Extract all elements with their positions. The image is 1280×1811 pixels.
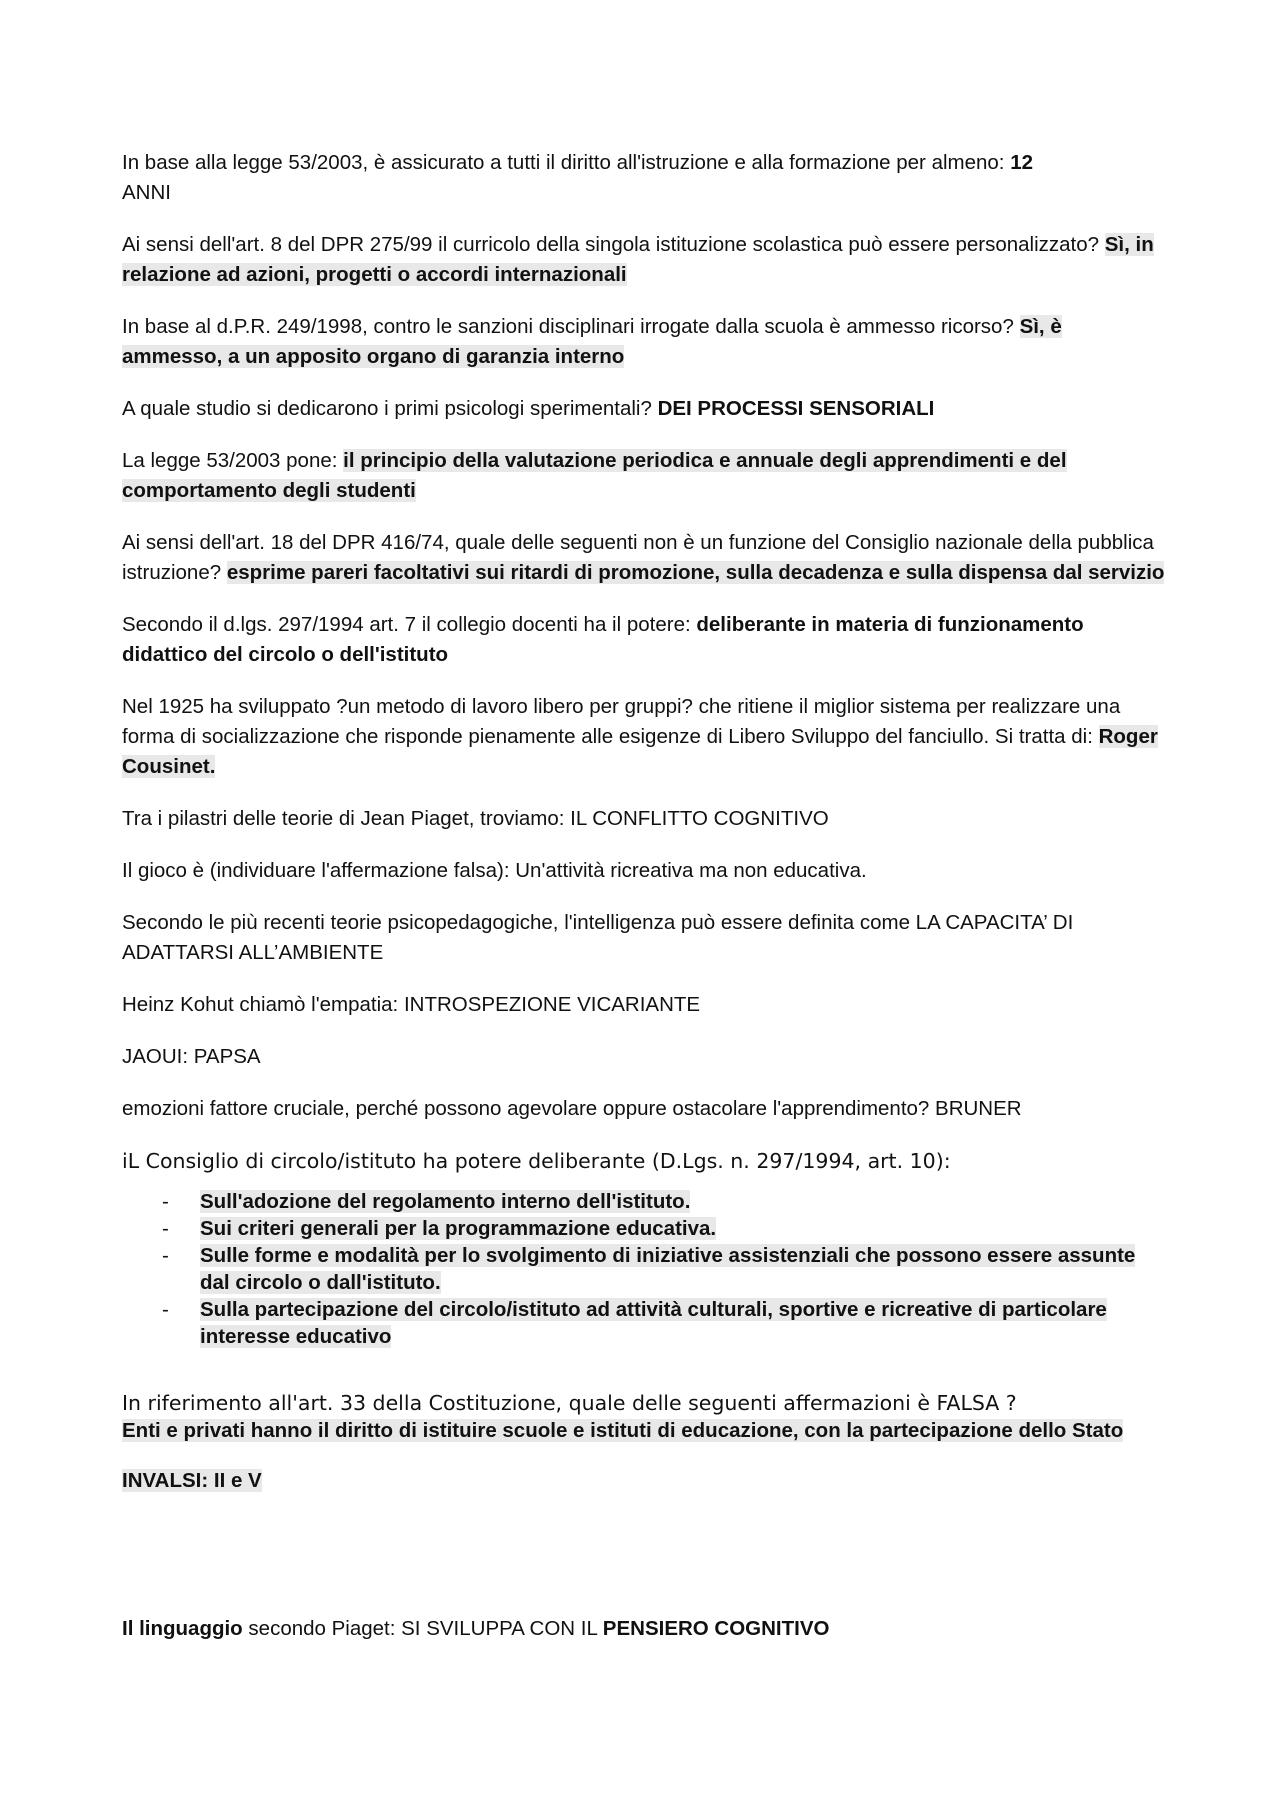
answer-text: 12 [1010, 151, 1034, 174]
list-item [122, 1188, 1167, 1215]
list-item [122, 1215, 1167, 1242]
question-1 [122, 148, 1167, 208]
question-16 [122, 1390, 1167, 1444]
answer-text: il principio della valutazione periodica e annuale degli apprendimenti e del comportamento degli studenti [122, 449, 1067, 502]
question-18 [122, 1614, 1167, 1644]
question-text: Nel 1925 ha sviluppato ?un metodo di lavoro libero per gruppi? che ritiene il miglior sistema per realizzare una forma di socializzazione che risponde pienamente alle esigenze di Libero Sviluppo del fanciullo. Si tratta di: [122, 695, 1121, 748]
answer-text: Roger Cousinet. [122, 725, 1158, 778]
question-13: JAOUI: PAPSA [122, 1045, 261, 1068]
answer-text: PENSIERO COGNITIVO [602, 1617, 830, 1640]
question-text: Secondo il d.lgs. 297/1994 art. 7 il collegio docenti ha il potere: [122, 613, 697, 636]
question-5 [122, 446, 1167, 506]
question-text: In riferimento all'art. 33 della Costituzione, quale delle seguenti affermazioni è FALSA ? [122, 1391, 1017, 1415]
list-dash: - [162, 1190, 169, 1213]
list-dash: - [162, 1217, 169, 1240]
question-6 [122, 528, 1167, 588]
list-item-text: Sulla partecipazione del circolo/istituto ad attività culturali, sportive e ricreative di particolare interesse educativo [200, 1298, 1107, 1348]
question-9: Tra i pilastri delle teorie di Jean Piaget, troviamo: IL CONFLITTO COGNITIVO [122, 807, 829, 830]
list-dash: - [162, 1298, 169, 1321]
answer-list [122, 1188, 1167, 1350]
answer-text: Sì, in relazione ad azioni, progetti o accordi internazionali [122, 233, 1154, 286]
list-item-text: Sulle forme e modalità per lo svolgimento di iniziative assistenziali che possono essere assunte dal circolo o dall'istituto. [200, 1244, 1136, 1294]
list-item [122, 1242, 1167, 1296]
question-10: Il gioco è (individuare l'affermazione falsa): Un'attività ricreativa ma non educativa. [122, 859, 867, 882]
question-15: iL Consiglio di circolo/istituto ha potere deliberante (D.Lgs. n. 297/1994, art. 10): [122, 1149, 951, 1173]
answer-text: Sì, è ammesso, a un apposito organo di garanzia interno [122, 315, 1062, 368]
question-11: Secondo le più recenti teorie psicopedagogiche, l'intelligenza può essere definita come LA CAPACITA’ DI ADATTARSI ALL’AMBIENTE [122, 911, 1074, 964]
list-item [122, 1296, 1167, 1350]
question-14: emozioni fattore cruciale, perché possono agevolare oppure ostacolare l'apprendimento? BRUNER [122, 1097, 1022, 1120]
list-dash: - [162, 1244, 169, 1267]
answer-text: DEI PROCESSI SENSORIALI [657, 397, 935, 420]
question-12: Heinz Kohut chiamò l'empatia: INTROSPEZIONE VICARIANTE [122, 993, 701, 1016]
answer-text-cont: ANNI [122, 181, 171, 204]
question-text: A quale studio si dedicarono i primi psicologi sperimentali? [122, 397, 658, 420]
question-text: Ai sensi dell'art. 18 del DPR 416/74, quale delle seguenti non è un funzione del Consiglio nazionale della pubblica istruzione? [122, 531, 1154, 584]
question-text: La legge 53/2003 pone: [122, 449, 344, 472]
spacer [122, 1518, 1167, 1614]
question-17 [122, 1466, 1167, 1496]
question-text: In base alla legge 53/2003, è assicurato a tutti il diritto all'istruzione e alla formazione per almeno: [122, 151, 1011, 174]
question-7 [122, 610, 1167, 670]
question-8 [122, 692, 1167, 782]
question-text: Ai sensi dell'art. 8 del DPR 275/99 il curricolo della singola istituzione scolastica può essere personalizzato? [122, 233, 1105, 256]
question-2 [122, 230, 1167, 290]
answer-text: deliberante in materia di funzionamento didattico del circolo o dell'istituto [122, 613, 1084, 666]
question-4 [122, 394, 1167, 424]
answer-term: Il linguaggio [122, 1617, 243, 1640]
list-item-text: Sui criteri generali per la programmazione educativa. [200, 1217, 717, 1240]
list-item-text: Sull'adozione del regolamento interno dell'istituto. [200, 1190, 691, 1213]
question-text: secondo Piaget: SI SVILUPPA CON IL [242, 1617, 603, 1640]
question-3 [122, 312, 1167, 372]
answer-text: Enti e privati hanno il diritto di istituire scuole e istituti di educazione, con la partecipazione dello Stato [122, 1419, 1124, 1442]
answer-text: esprime pareri facoltativi sui ritardi di promozione, sulla decadenza e sulla dispensa dal servizio [226, 561, 1165, 584]
answer-text: INVALSI: II e V [122, 1469, 262, 1492]
question-text: In base al d.P.R. 249/1998, contro le sanzioni disciplinari irrogate dalla scuola è ammesso ricorso? [122, 315, 1020, 338]
document-body [122, 148, 1167, 1666]
spacer [122, 1350, 1167, 1390]
